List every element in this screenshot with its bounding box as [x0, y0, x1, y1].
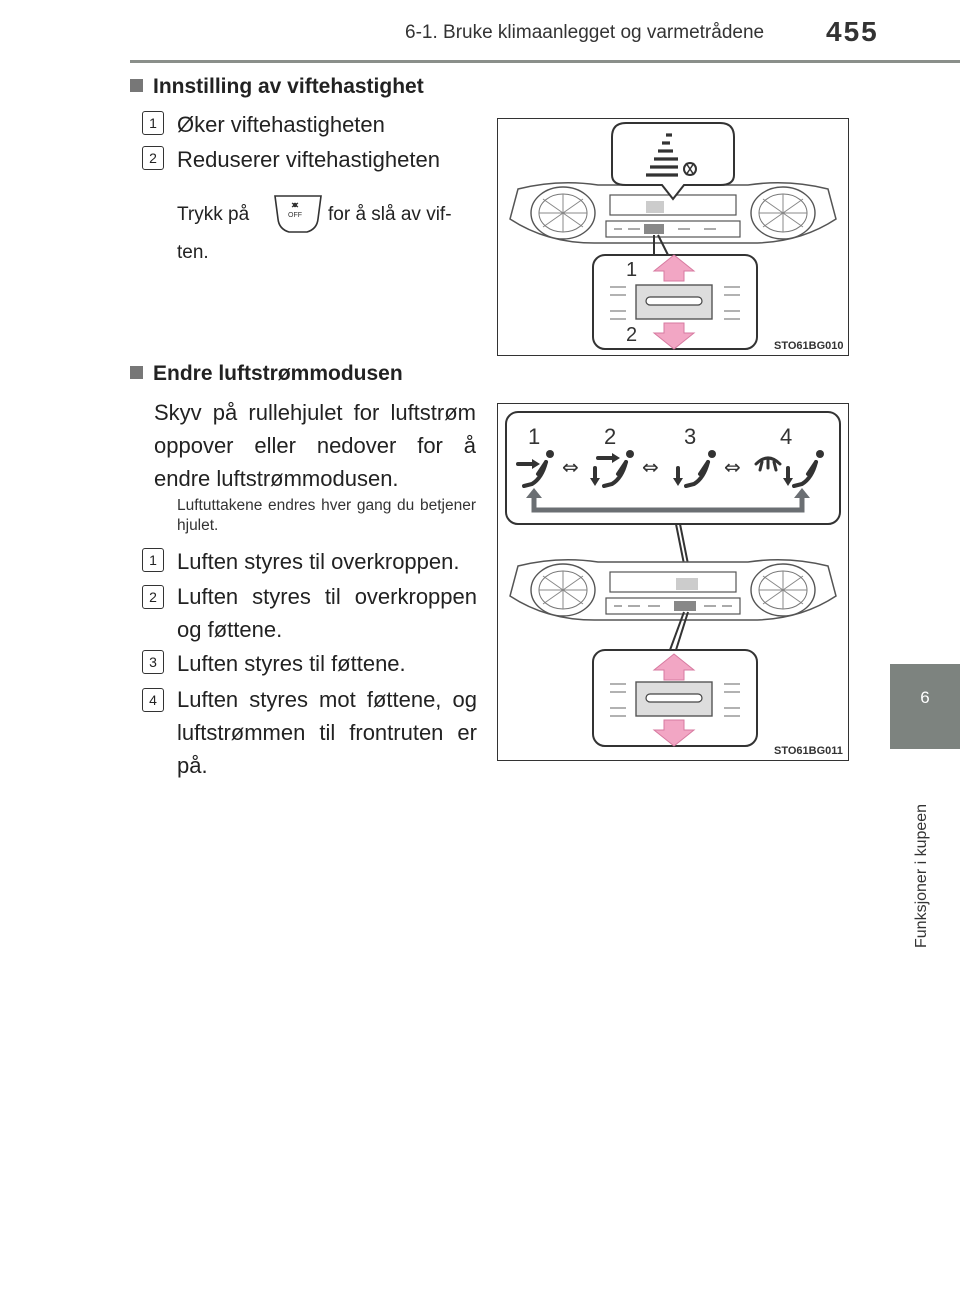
note-paragraph: Luftuttakene endres hver gang du betjener hjulet.: [177, 497, 476, 534]
section-heading-airflow: [130, 362, 403, 386]
item-number-badge: 4: [142, 688, 164, 712]
list-item-text: Øker viftehastigheten: [177, 112, 385, 137]
svg-text:⇔: ⇔: [562, 455, 579, 479]
svg-text:⇔: ⇔: [724, 455, 741, 479]
item-number-badge: 3: [142, 650, 164, 674]
mode-label: 3: [684, 424, 697, 449]
list-item-text: Luften styres til overkroppen og føttene.: [177, 584, 477, 642]
body-paragraph: Skyv på rullehjulet for luftstrøm oppover eller nedover for å endre luftstrømmodusen.: [154, 400, 476, 491]
item-number-badge: 2: [142, 585, 164, 609]
page-number: 455: [826, 16, 879, 47]
section-heading-text: Innstilling av viftehastighet: [153, 75, 424, 98]
fan-speed-diagram: [498, 119, 848, 355]
bullet-square-icon: [130, 366, 143, 379]
figure-label: 1: [626, 259, 638, 281]
note-text-cont: ten.: [177, 242, 209, 263]
item-number-badge: 1: [142, 111, 164, 135]
note-text-before: Trykk på: [177, 204, 250, 225]
svg-text:⇔: ⇔: [642, 455, 659, 479]
running-header: 6-1. Bruke klimaanlegget og varmetrådene: [405, 22, 765, 43]
item-number-badge: 2: [142, 146, 164, 170]
chapter-label-text: Funksjoner i kupeen: [913, 803, 930, 948]
mode-label: 4: [780, 424, 793, 449]
airflow-mode-diagram: [498, 404, 848, 760]
bullet-square-icon: [130, 79, 143, 92]
figure-label: 2: [626, 324, 638, 346]
list-item-text: Reduserer viftehastigheten: [177, 147, 440, 172]
chapter-tab: [890, 664, 960, 749]
note-text-after: for å slå av vif-: [328, 204, 452, 225]
mode-label: 2: [604, 424, 617, 449]
list-item-text: Luften styres til overkroppen.: [177, 549, 460, 574]
figure-code: STO61BG011: [774, 745, 843, 757]
list-item-text: Luften styres til føttene.: [177, 651, 406, 676]
item-number-badge: 1: [142, 548, 164, 572]
header-rule: [130, 60, 960, 63]
section-heading-text: Endre luftstrømmodusen: [153, 362, 403, 385]
figure-code: STO61BG010: [774, 340, 844, 352]
button-off-label: OFF: [288, 212, 302, 219]
chapter-number: 6: [920, 688, 930, 707]
section-heading-fan-speed: [130, 75, 424, 99]
list-item-text: Luften styres mot føttene, og luftstrømmen til frontruten er på.: [177, 687, 477, 778]
chapter-label: [913, 758, 935, 948]
fan-speed-figure: [497, 118, 849, 356]
fan-off-button-icon: [271, 193, 325, 237]
mode-label: 1: [528, 424, 541, 449]
airflow-mode-figure: [497, 403, 849, 761]
